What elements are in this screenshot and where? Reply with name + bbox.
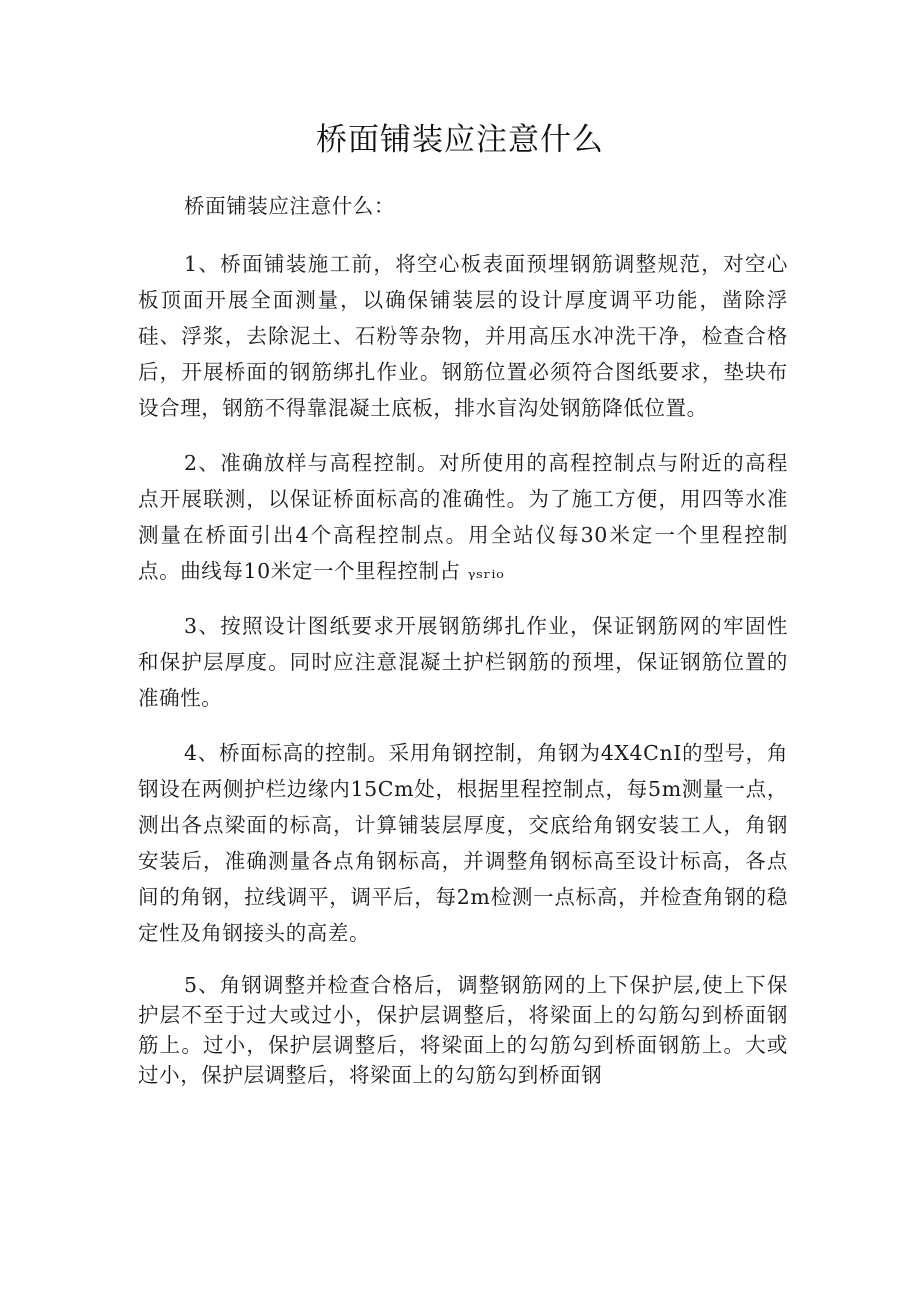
document-title: 桥面铺装应注意什么 [316,122,604,158]
document-body [138,188,788,1109]
paragraph-5: 5、角钢调整并检查合格后，调整钢筋网的上下保护层,使上下保护层不至于过大或过小，保护层调整后，将梁面上的勾筋勾到桥面钢筋上。过小，保护层调整后，将梁面上的勾筋勾到桥面钢筋上。大或过小，保护层调整后，将梁面上的勾筋勾到桥面钢 [138,973,788,1087]
paragraph-1: 1、桥面铺装施工前，将空心板表面预埋钢筋调整规范，对空心板顶面开展全面测量，以确保铺装层的设计厚度调平功能，凿除浮硅、浮浆，去除泥土、石粉等杂物，并用高压水冲洗干净，检查合格后，开展桥面的钢筋绑扎作业。钢筋位置必须符合图纸要求，垫块布设合理，钢筋不得靠混凝土底板，排水盲沟处钢筋降低位置。 [138,252,788,420]
paragraph-2: 2、准确放样与高程控制。对所使用的高程控制点与附近的高程点开展联测，以保证桥面标高的准确性。为了施工方便，用四等水准测量在桥面引出4个高程控制点。用全站仪每30米定一个里程控制点。曲线每10米定一个里程控制占 ᵧₛᵣᵢₒ [138,451,788,583]
intro-paragraph: 桥面铺装应注意什么： [184,194,395,218]
paragraph-3: 3、按照设计图纸要求开展钢筋绑扎作业，保证钢筋网的牢固性和保护层厚度。同时应注意混凝土护栏钢筋的预埋，保证钢筋位置的准确性。 [138,614,788,710]
paragraph-4: 4、桥面标高的控制。采用角钢控制，角钢为4X4CnI的型号，角钢设在两侧护栏边缘内15Cm处，根据里程控制点，每5m测量一点，测出各点梁面的标高，计算铺装层厚度，交底给角钢安装工人，角钢安装后，准确测量各点角钢标高，并调整角钢标高至设计标高，各点间的角钢，拉线调平，调平后，每2m检测一点标高，并检查角钢的稳定性及角钢接头的高差。 [138,741,788,945]
